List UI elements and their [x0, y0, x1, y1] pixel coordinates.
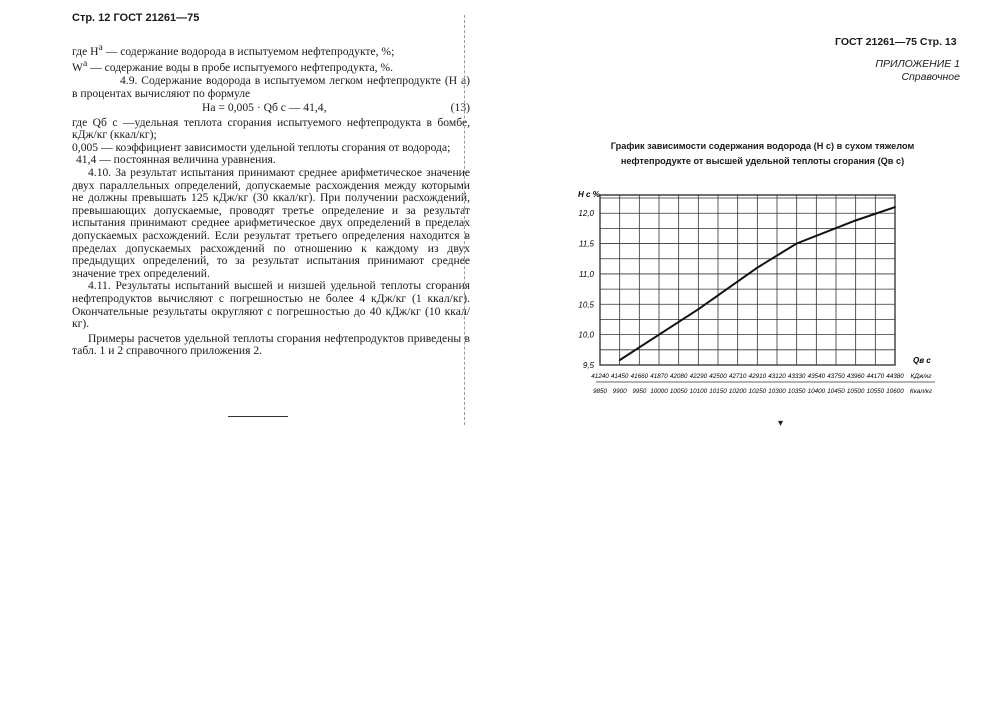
definition-h	[72, 42, 470, 58]
data-point	[795, 243, 797, 245]
data-point	[756, 267, 758, 269]
right-page-header: ГОСТ 21261—75 Стр. 13	[835, 36, 957, 48]
x-tick-label-kj: 44380	[886, 373, 904, 380]
x-tick-label-kcal: 10300	[768, 388, 786, 395]
x-units-kj: КДж/кг	[910, 373, 932, 380]
x-tick-label-kj: 41870	[650, 373, 668, 380]
definition-w-sup: а	[82, 58, 88, 70]
data-point	[894, 206, 896, 208]
x-tick-label-kcal: 9900	[612, 388, 627, 395]
x-tick-label-kcal: 10050	[669, 388, 688, 395]
formula-number: (13)	[450, 101, 470, 115]
x-tick-label-kj: 42710	[728, 373, 747, 380]
left-page-header: Стр. 12 ГОСТ 21261—75	[72, 12, 200, 24]
data-point	[855, 220, 857, 222]
x-tick-label-kj: 43750	[827, 373, 845, 380]
x-units-kcal: Ккал/кг	[909, 388, 933, 395]
definition-w-symbol: W	[72, 61, 83, 75]
y-tick-label: 10,0	[578, 330, 594, 340]
x-tick-label-kj: 42080	[669, 373, 688, 380]
x-tick-label-kcal: 10350	[787, 388, 806, 395]
chart-title	[590, 139, 935, 169]
definition-h-sup: а	[98, 42, 103, 53]
chart-title-line-1: График зависимости содержания водорода (H с) в сухом тяжелом	[610, 141, 915, 151]
appendix-title: ПРИЛОЖЕНИЕ 1	[875, 58, 960, 70]
x-tick-label-kj: 43540	[807, 373, 826, 380]
definition-coef: 0,005 — коэффициент зависимости удельной теплоты сгорания от водорода;	[72, 140, 451, 154]
x-tick-label-kj: 42290	[689, 373, 708, 380]
x-tick-label-kcal: 10550	[866, 388, 885, 395]
x-tick-label-kj: 41660	[630, 373, 649, 380]
x-tick-label-kcal: 10250	[748, 388, 767, 395]
x-tick-label-kcal: 9850	[592, 388, 608, 395]
chart-title-line-2: нефтепродукте от высшей удельной теплоты сгорания (Qв с)	[620, 156, 905, 166]
x-tick-label-kcal: 10200	[728, 388, 747, 395]
definition-const: 41,4 — постоянная величина уравнения.	[76, 153, 276, 167]
x-tick-label-kj: 44170	[866, 373, 885, 380]
y-axis-label: H с %	[578, 190, 600, 199]
definition-w	[72, 58, 470, 74]
x-tick-label-kj: 43960	[846, 373, 865, 380]
data-point	[698, 308, 700, 310]
y-tick-label: 9,5	[582, 361, 594, 370]
x-tick-label-kj: 43120	[768, 373, 786, 380]
y-tick-label: 12,0	[578, 209, 594, 219]
x-tick-label-kj: 41240	[591, 373, 609, 380]
formula-13	[72, 102, 470, 115]
x-tick-label-kcal: 10450	[827, 388, 845, 395]
appendix-block	[840, 58, 960, 84]
x-tick-label-kcal: 10600	[886, 388, 904, 395]
x-tick-label-kj: 41450	[610, 373, 629, 380]
page-mark: ▾	[778, 418, 784, 429]
definition-w-text: — содержание воды в пробе испытуемого нефтепродукта, %.	[87, 61, 394, 75]
y-tick-label: 11,0	[579, 269, 594, 279]
x-tick-label-kcal: 10150	[709, 388, 727, 395]
x-tick-label-kcal: 10000	[650, 388, 668, 395]
definition-h-symbol: где H	[72, 44, 99, 58]
formula-text: Hа = 0,005 · Qб с — 41,4,	[202, 101, 327, 115]
appendix-subtitle: Справочное	[901, 71, 960, 83]
paragraph-examples: Примеры расчетов удельной теплоты сгорания нефтепродуктов приведены в табл. 1 и 2 справочного приложения 2.	[72, 331, 470, 358]
paragraph-4-11: 4.11. Результаты испытаний высшей и низшей удельной теплоты сгорания нефтепродуктов вычисляют с погрешностью не более 4 кДж/кг (1 ккал/кг). Окончательные результаты округляют с погрешностью до 40 кДж/кг (10 ккал/кг).	[72, 279, 470, 331]
paragraph-4-9: 4.9. Содержание водорода в испытуемом легком нефтепродукте (H а) в процентах вычисляют по формуле	[72, 73, 470, 100]
data-point	[619, 359, 621, 361]
hydrogen-chart	[560, 180, 960, 405]
x-tick-label-kcal: 10400	[807, 388, 826, 395]
x-tick-label-kcal: 10100	[689, 388, 708, 395]
y-tick-label: 10,5	[578, 300, 594, 310]
definition-q: где Qб с —удельная теплота сгорания испытуемого нефтепродукта в бомбе, кДж/кг (ккал/кг);	[72, 115, 470, 142]
x-axis-label: Qв с	[913, 356, 931, 365]
x-tick-label-kcal: 10500	[846, 388, 865, 395]
x-tick-label-kcal: 9950	[632, 388, 647, 395]
x-tick-label-kj: 42500	[709, 373, 727, 380]
plot-frame	[600, 195, 895, 365]
left-page-body	[72, 42, 470, 358]
y-tick-label: 11,5	[579, 239, 594, 249]
x-tick-label-kj: 42910	[748, 373, 767, 380]
paragraph-4-10: 4.10. За результат испытания принимают среднее арифметическое значение двух параллельных определений, допускаемые расхождения между которыми не должны превышать 125 кДж/кг (30 ккал/кг). При получении расхождений, превышающих допускаемые, проводят третье определение и за результат испытания принимают среднее арифметическое двух определений в пределах допускаемых расхождений. Если результат третьего определения находится в пределах допускаемых расхождений по отношению к каждому из двух предыдущих определений, то за результат испытания принимают среднее значение трех определений.	[72, 166, 470, 280]
definition-h-text: — содержание водорода в испытуемом нефтепродукте, %;	[102, 44, 395, 58]
x-tick-label-kj: 43330	[787, 373, 806, 380]
end-divider	[228, 416, 288, 417]
page-gutter	[464, 15, 466, 425]
